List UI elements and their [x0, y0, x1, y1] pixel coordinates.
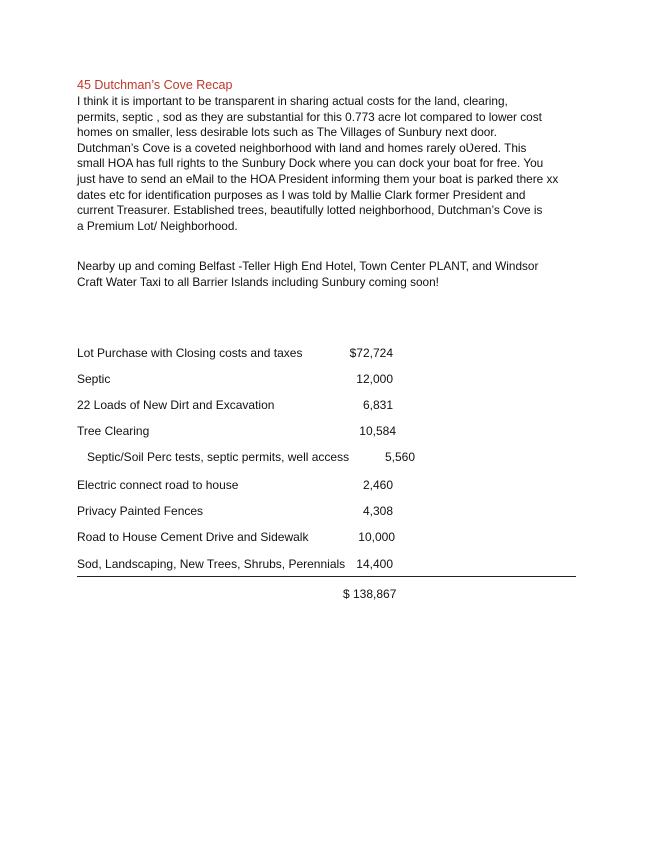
total-divider [77, 576, 576, 577]
text-line: homes on smaller, less desirable lots such as The Villages of Sunbury next door. [77, 125, 497, 140]
cost-row [77, 528, 407, 546]
text-line: current Treasurer. Established trees, beautifully lotted neighborhood, Dutchman’s Cove is [77, 203, 543, 218]
cost-amount: 2,460 [362, 478, 393, 492]
cost-label: Lot Purchase with Closing costs and taxes [77, 346, 303, 360]
cost-label: Electric connect road to house [77, 478, 239, 492]
cost-amount: 14,400 [356, 557, 393, 571]
cost-amount: 4,308 [362, 504, 393, 518]
cost-amount: 5,560 [384, 450, 415, 464]
text-line: Dutchman’s Cove is a coveted neighborhood with land and homes rarely oƲered. This [77, 140, 527, 155]
cost-label: Privacy Painted Fences [77, 504, 204, 518]
document-title: 45 Dutchman’s Cove Recap [77, 78, 233, 92]
cost-amount: $72,724 [349, 346, 393, 360]
text-line: just have to send an eMail to the HOA President informing them your boat is parked there xx [77, 171, 559, 186]
cost-row [77, 370, 407, 388]
cost-amount: 6,831 [362, 398, 393, 412]
cost-row [77, 396, 407, 414]
cost-label: Septic [77, 372, 111, 386]
text-line: Nearby up and coming Belfast -Teller High End Hotel, Town Center PLANT, and Windsor [77, 259, 539, 273]
cost-row [77, 555, 407, 573]
intro-paragraph [77, 94, 597, 234]
text-line: permits, septic , sod as they are substantial for this 0.773 acre lot compared to lower cost [77, 109, 542, 124]
cost-row [77, 476, 407, 494]
cost-row [77, 502, 407, 520]
text-line: Craft Water Taxi to all Barrier Islands including Sunbury coming soon! [77, 274, 439, 289]
cost-row [87, 448, 417, 466]
text-line: dates etc for identification purposes as I was told by Mallie Clark former President and [77, 187, 526, 202]
cost-row [77, 344, 407, 362]
cost-label: Road to House Cement Drive and Sidewalk [77, 530, 309, 544]
cost-label: Sod, Landscaping, New Trees, Shrubs, Perennials [77, 557, 346, 571]
cost-label: Tree Clearing [77, 424, 150, 438]
text-line: small HOA has full rights to the Sunbury Dock where you can dock your boat for free. You [77, 156, 544, 171]
nearby-paragraph [77, 259, 597, 290]
cost-amount: 10,584 [359, 424, 396, 438]
text-line: a Premium Lot/ Neighborhood. [77, 218, 238, 233]
cost-label: Septic/Soil Perc tests, septic permits, well access [87, 450, 350, 464]
cost-row [77, 422, 407, 440]
total-amount: $ 138,867 [343, 587, 397, 601]
cost-amount: 12,000 [356, 372, 393, 386]
cost-label: 22 Loads of New Dirt and Excavation [77, 398, 275, 412]
cost-amount: 10,000 [358, 530, 395, 544]
text-line: I think it is important to be transparent in sharing actual costs for the land, clearing, [77, 94, 508, 108]
